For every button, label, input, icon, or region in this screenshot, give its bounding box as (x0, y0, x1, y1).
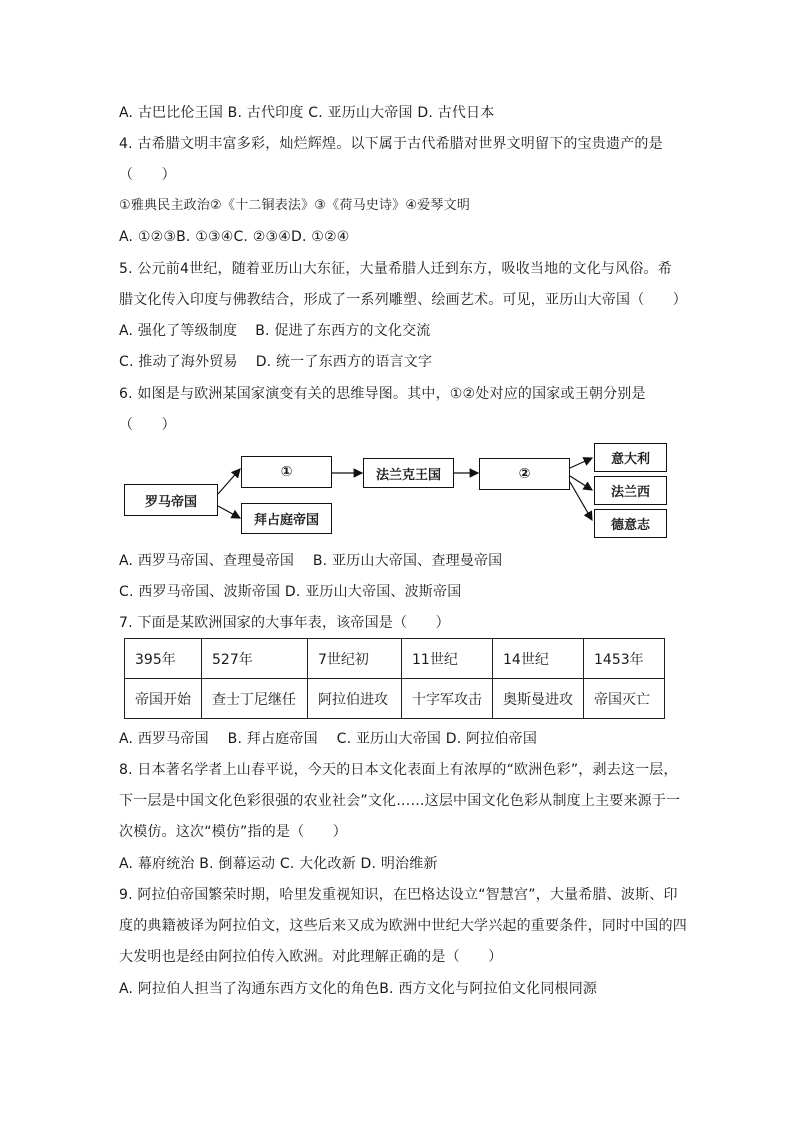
q6-options-line-2: C. 西罗马帝国、波斯帝国 D. 亚历山大帝国、波斯帝国 (119, 584, 462, 600)
table-cell: 1453年 (584, 639, 665, 679)
table-cell: 527年 (202, 639, 308, 679)
q4-stem-line-1: 4. 古希腊文明丰富多彩，灿烂辉煌。以下属于古代希腊对世界文明留下的宝贵遗产的是 (119, 136, 663, 152)
q9-stem-line-3: 大发明也是经由阿拉伯传入欧洲。对此理解正确的是（ ） (119, 949, 503, 965)
node-blank-1: ① (241, 456, 332, 488)
table-cell: 11世纪 (402, 639, 493, 679)
node-byzantine-empire: 拜占庭帝国 (241, 503, 332, 534)
node-italy: 意大利 (594, 443, 667, 472)
arrow-root-to-branch-2 (218, 506, 240, 518)
arrow-root-to-branch-1 (218, 469, 240, 494)
q9-stem-line-1: 9. 阿拉伯帝国繁荣时期，哈里发重视知识，在巴格达设立“智慧宫”，大量希腊、波斯、印 (119, 887, 678, 903)
q5-option-a: A. 强化了等级制度 (119, 323, 238, 339)
q6-stem-line-1: 6. 如图是与欧洲某国家演变有关的思维导图。其中，①②处对应的国家或王朝分别是 (119, 386, 646, 402)
q4-stem-line-2: （ ） (119, 167, 176, 183)
table-cell: 十字军攻击 (402, 679, 493, 719)
q6-stem-line-2: （ ） (119, 417, 176, 433)
table-cell: 帝国灭亡 (584, 679, 665, 719)
table-cell: 查士丁尼继任 (202, 679, 308, 719)
table-cell: 奥斯曼进攻 (493, 679, 584, 719)
q5-stem-line-1: 5. 公元前4世纪，随着亚历山大东征，大量希腊人迁到东方，吸收当地的文化与风俗。希 (119, 261, 672, 277)
table-row-years (125, 639, 665, 679)
q8-stem-line-1: 8. 日本著名学者上山春平说，今天的日本文化表面上有浓厚的“欧洲色彩”，剥去这一层， (119, 762, 678, 778)
q4-items: ①雅典民主政治②《十二铜表法》③《荷马史诗》④爱琴文明 (119, 198, 471, 213)
table-cell: 14世纪 (493, 639, 584, 679)
chronology-table (124, 638, 665, 719)
q9-stem-line-2: 度的典籍被译为阿拉伯文，这些后来又成为欧洲中世纪大学兴起的重要条件，同时中国的四 (119, 918, 687, 934)
q5-stem-line-2: 腊文化传入印度与佛教结合，形成了一系列雕塑、绘画艺术。可见，亚历山大帝国（ ） (119, 292, 687, 308)
q5-option-d: D. 统一了东西方的语言文字 (255, 354, 433, 370)
q3-options: A. 古巴比伦王国 B. 古代印度 C. 亚历山大帝国 D. 古代日本 (119, 105, 495, 121)
q8-stem-line-3: 次模仿。这次“模仿”指的是（ ） (119, 824, 347, 840)
arrow-next-to-leaf-1 (570, 458, 592, 468)
mind-map-diagram (120, 438, 680, 542)
node-blank-2: ② (479, 458, 570, 490)
node-france: 法兰西 (594, 476, 667, 505)
table-cell: 帝国开始 (125, 679, 202, 719)
q5-options-row-1 (119, 322, 431, 340)
node-frankish-kingdom: 法兰克王国 (363, 458, 454, 488)
node-germany: 德意志 (594, 509, 667, 538)
table-cell: 阿拉伯进攻 (308, 679, 402, 719)
q5-option-b: B. 促进了东西方的文化交流 (255, 323, 431, 339)
table-row-events (125, 679, 665, 719)
q4-options: A. ①②③B. ①③④C. ②③④D. ①②④ (119, 229, 350, 245)
q7-options: A. 西罗马帝国 B. 拜占庭帝国 C. 亚历山大帝国 D. 阿拉伯帝国 (119, 731, 538, 747)
q6-options-line-1: A. 西罗马帝国、查理曼帝国 B. 亚历山大帝国、查理曼帝国 (119, 553, 503, 569)
q5-option-c: C. 推动了海外贸易 (119, 354, 238, 370)
table-cell: 7世纪初 (308, 639, 402, 679)
q9-options: A. 阿拉伯人担当了沟通东西方文化的角色B. 西方文化与阿拉伯文化同根同源 (119, 981, 598, 997)
q5-options-row-2 (119, 353, 432, 371)
q8-stem-line-2: 下一层是中国文化色彩很强的农业社会”文化……这层中国文化色彩从制度上主要来源于一 (119, 793, 681, 809)
q7-stem: 7. 下面是某欧洲国家的大事年表，该帝国是（ ） (119, 615, 450, 631)
node-roman-empire: 罗马帝国 (124, 484, 218, 516)
table-cell: 395年 (125, 639, 202, 679)
q8-options: A. 幕府统治 B. 倒幕运动 C. 大化改新 D. 明治维新 (119, 856, 438, 872)
